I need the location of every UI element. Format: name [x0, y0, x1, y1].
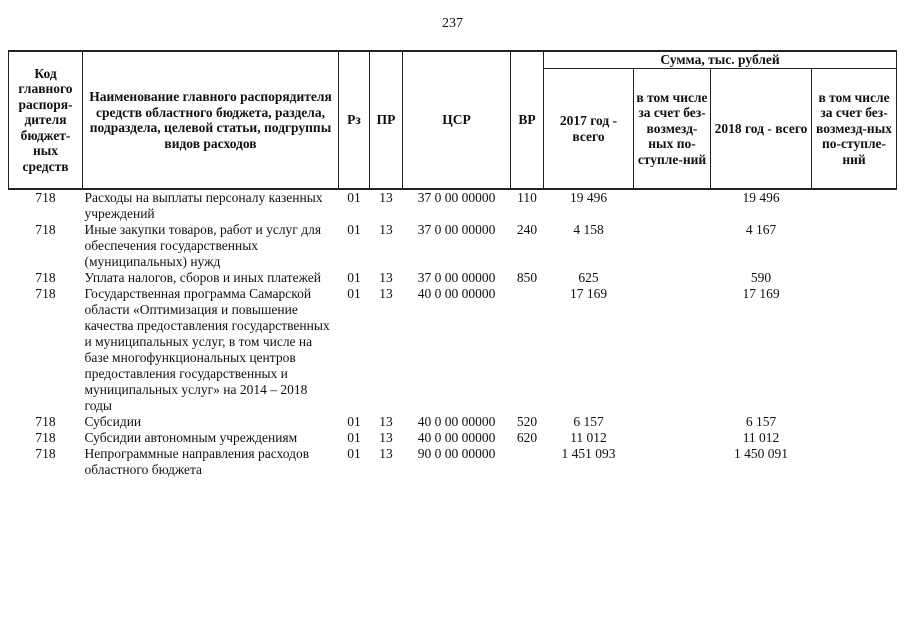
cell-csr: 40 0 00 00000 — [417, 430, 496, 445]
cell-name: Субсидии — [84, 414, 142, 429]
header-sum-group: Сумма, тыс. рублей — [544, 51, 897, 69]
table-header — [9, 51, 897, 189]
header-2018-total: 2018 год - всего — [711, 69, 812, 190]
cell-pr: 13 — [379, 286, 393, 301]
cell-2018-total: 590 — [750, 270, 772, 285]
cell-code: 718 — [35, 286, 56, 301]
header-pr: ПР — [370, 51, 403, 189]
cell-name: Уплата налогов, сборов и иных платежей — [84, 270, 321, 285]
table-row — [9, 414, 897, 430]
cell-2017-total: 11 012 — [570, 430, 607, 445]
cell-2018-gratuitous — [812, 222, 897, 270]
cell-rz: 01 — [347, 190, 361, 205]
cell-2018-gratuitous — [812, 414, 897, 430]
header-2017-total: 2017 год - всего — [544, 69, 634, 190]
cell-code: 718 — [35, 446, 56, 461]
cell-2018-gratuitous — [812, 270, 897, 286]
cell-csr: 40 0 00 00000 — [417, 286, 496, 301]
cell-2018-total: 6 157 — [745, 414, 777, 429]
cell-2018-total: 11 012 — [742, 430, 780, 445]
cell-code: 718 — [35, 190, 56, 205]
cell-2017-gratuitous — [634, 414, 711, 430]
cell-2018-total: 1 450 091 — [734, 446, 788, 461]
cell-2017-total: 1 451 093 — [561, 446, 616, 461]
cell-2017-gratuitous — [634, 270, 711, 286]
header-2018-gratuitous: в том числе за счет без-возмезд-ных по-ступле-ний — [812, 69, 897, 190]
cell-csr: 40 0 00 00000 — [417, 414, 496, 429]
header-rz: Рз — [339, 51, 370, 189]
header-csr: ЦСР — [403, 51, 511, 189]
cell-2017-gratuitous — [634, 286, 711, 414]
cell-2017-gratuitous — [634, 189, 711, 222]
cell-name: Непрограммные направления расходов областного бюджета — [84, 446, 310, 477]
cell-code: 718 — [35, 430, 56, 445]
cell-rz: 01 — [347, 270, 361, 285]
cell-csr: 37 0 00 00000 — [417, 190, 496, 205]
cell-name: Расходы на выплаты персоналу казенных учреждений — [84, 190, 323, 221]
cell-name: Государственная программа Самарской области «Оптимизация и повышение качества предоставления государственных и муниципальных услуг, в том числе на базе многофункциональных центров предоставления государственных и муниципальных услуг» на 2014 – 2018 годы — [84, 286, 330, 413]
cell-vr: 110 — [517, 190, 537, 205]
cell-2018-gratuitous — [812, 446, 897, 478]
cell-vr: 240 — [516, 222, 538, 237]
cell-code: 718 — [35, 270, 56, 285]
cell-pr: 13 — [379, 190, 393, 205]
cell-2017-gratuitous — [634, 430, 711, 446]
cell-vr — [511, 446, 544, 478]
cell-2018-total: 17 169 — [742, 286, 780, 301]
cell-vr: 520 — [516, 414, 538, 429]
cell-pr: 13 — [379, 270, 393, 285]
header-vr: ВР — [511, 51, 544, 189]
header-2017-gratuitous: в том числе за счет без-возмезд-ных по-ступле-ний — [634, 69, 711, 190]
cell-name: Иные закупки товаров, работ и услуг для обеспечения государственных (муниципальных) нужд — [84, 222, 322, 269]
cell-code: 718 — [35, 414, 56, 429]
cell-pr: 13 — [379, 414, 393, 429]
cell-vr: 850 — [516, 270, 538, 285]
cell-2017-gratuitous — [634, 222, 711, 270]
cell-csr: 37 0 00 00000 — [417, 222, 496, 237]
header-name: Наименование главного распорядителя средств областного бюджета, раздела, подраздела, целевой статьи, подгруппы видов расходов — [83, 51, 339, 189]
cell-vr: 620 — [516, 430, 538, 445]
cell-rz: 01 — [347, 414, 361, 429]
header-code: Код главного распоря-дителя бюджет-ных средств — [9, 51, 83, 189]
cell-pr: 13 — [379, 446, 393, 461]
cell-csr: 90 0 00 00000 — [417, 446, 496, 461]
cell-csr: 37 0 00 00000 — [417, 270, 496, 285]
page-number: 237 — [442, 16, 463, 31]
cell-2017-total: 6 157 — [573, 414, 604, 429]
cell-2017-total: 4 158 — [573, 222, 604, 237]
cell-pr: 13 — [379, 430, 393, 445]
cell-name: Субсидии автономным учреждениям — [84, 430, 298, 445]
table-row — [9, 286, 897, 414]
cell-vr — [511, 286, 544, 414]
table-row — [9, 189, 897, 222]
cell-2017-total: 17 169 — [569, 286, 608, 301]
cell-pr: 13 — [379, 222, 393, 237]
cell-2018-total: 4 167 — [745, 222, 777, 237]
cell-code: 718 — [35, 222, 56, 237]
cell-2018-gratuitous — [812, 430, 897, 446]
cell-rz: 01 — [347, 430, 361, 445]
cell-rz: 01 — [347, 222, 361, 237]
cell-2017-total: 625 — [578, 270, 599, 285]
table-row — [9, 430, 897, 446]
cell-2018-gratuitous — [812, 286, 897, 414]
cell-2018-total: 19 496 — [742, 190, 780, 205]
cell-2018-gratuitous — [812, 189, 897, 222]
table-row — [9, 222, 897, 270]
cell-rz: 01 — [347, 446, 361, 461]
table-row — [9, 446, 897, 478]
budget-table — [8, 50, 897, 478]
cell-rz: 01 — [347, 286, 361, 301]
cell-2017-gratuitous — [634, 446, 711, 478]
table-body — [9, 189, 897, 478]
cell-2017-total: 19 496 — [569, 190, 608, 205]
table-row — [9, 270, 897, 286]
